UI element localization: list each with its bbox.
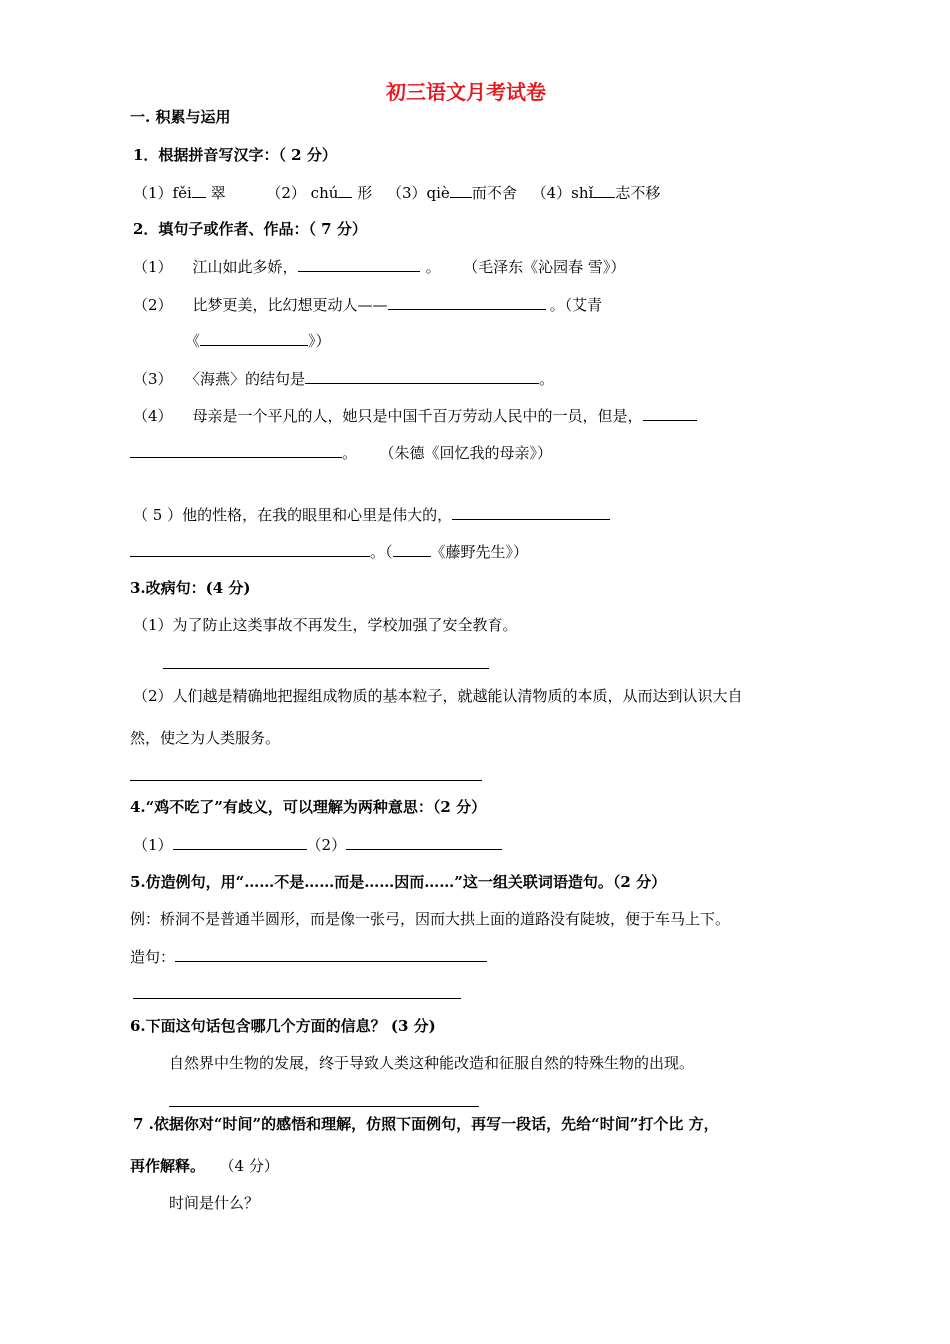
answer-blank[interactable] — [130, 541, 370, 557]
question-1-items — [133, 182, 660, 203]
answer-blank[interactable] — [593, 182, 615, 198]
fill-item-1: （1） 江山如此多娇， 。 （毛泽东《沁园春 雪》） — [133, 258, 626, 276]
answer-blank[interactable] — [338, 182, 352, 198]
answer-blank[interactable] — [130, 442, 342, 458]
answer-blank[interactable] — [305, 368, 539, 384]
answer-line[interactable] — [169, 1106, 479, 1107]
fill-item-5-line-2: 。（ 《藤野先生》） — [130, 541, 528, 562]
meaning-answers: （1） （2） — [133, 834, 502, 855]
question-1-heading: 1．根据拼音写汉字：（ 2 分） — [133, 146, 337, 164]
answer-blank[interactable] — [393, 541, 431, 557]
question-6-heading: 6.下面这句话包含哪几个方面的信息？ (3 分) — [130, 1017, 436, 1035]
fill-item-2: （2） 比梦更美，比幻想更动人—— 。（艾青 — [133, 296, 603, 314]
answer-blank[interactable] — [175, 946, 487, 962]
info-sentence: 自然界中生物的发展，终于导致人类这种能改造和征服自然的特殊生物的出现。 — [169, 1054, 695, 1072]
answer-blank[interactable] — [452, 504, 610, 520]
answer-blank[interactable] — [643, 405, 697, 421]
sentence-2-line-2: 然，使之为人类服务。 — [130, 729, 281, 747]
pinyin-item-2: （2） chú 形 — [266, 184, 373, 202]
fill-item-4: （4） 母亲是一个平凡的人，她只是中国千百万劳动人民中的一员，但是， — [133, 405, 697, 426]
page-title: 初三语文月考试卷 — [386, 80, 546, 104]
pinyin-item-3: （3）qiè 而不舍 — [386, 184, 517, 202]
question-2-heading: 2．填句子或作者、作品：（ 7 分） — [133, 220, 367, 238]
answer-blank[interactable] — [450, 182, 472, 198]
question-3-heading: 3.改病句：(4 分) — [130, 579, 251, 597]
sentence-1: （1）为了防止这类事故不再发生，学校加强了安全教育。 — [133, 616, 518, 634]
question-7-heading-line-2: 再作解释。 （4 分） — [130, 1157, 279, 1175]
fill-item-2-line-2: 《 》） — [185, 332, 331, 350]
sample-question: 时间是什么？ — [169, 1194, 260, 1212]
sentence-2-line-1: （2）人们越是精确地把握组成物质的基本粒子，就越能认清物质的本质，从而达到认识大自 — [133, 687, 743, 705]
question-5-heading: 5.仿造例句，用“……不是……而是……因而……”这一组关联词语造句。（2 分） — [130, 873, 667, 891]
answer-blank[interactable] — [173, 834, 307, 850]
pinyin-item-4: （4）shǐ 志不移 — [531, 184, 661, 202]
answer-blank[interactable] — [192, 182, 206, 198]
answer-blank[interactable] — [298, 256, 420, 272]
example-sentence: 例：桥洞不是普通半圆形，而是像一张弓，因而大拱上面的道路没有陡坡，便于车马上下。 — [130, 910, 731, 928]
answer-line[interactable] — [130, 780, 482, 781]
fill-item-5: （ 5 ）他的性格，在我的眼里和心里是伟大的， — [133, 504, 610, 525]
answer-blank[interactable] — [346, 834, 502, 850]
fill-item-4-line-2: 。 （朱德《回忆我的母亲》） — [130, 442, 552, 463]
question-4-heading: 4.“鸡不吃了”有歧义，可以理解为两种意思：（2 分） — [130, 798, 487, 816]
question-7-heading: 7 .依据你对“时间”的感悟和理解，仿照下面例句，再写一段话，先给“时间”打个比 方， — [133, 1115, 719, 1133]
answer-blank[interactable] — [200, 330, 308, 346]
pinyin-item-1: （1）fěi 翠 — [133, 184, 226, 202]
answer-line[interactable] — [163, 668, 489, 669]
fill-item-3: （3） 〈海燕〉的结句是 。 — [133, 370, 555, 388]
answer-line[interactable] — [133, 998, 461, 999]
make-sentence-label: 造句： — [130, 946, 487, 967]
answer-blank[interactable] — [388, 294, 546, 310]
section-heading: 一. 积累与运用 — [130, 108, 231, 126]
